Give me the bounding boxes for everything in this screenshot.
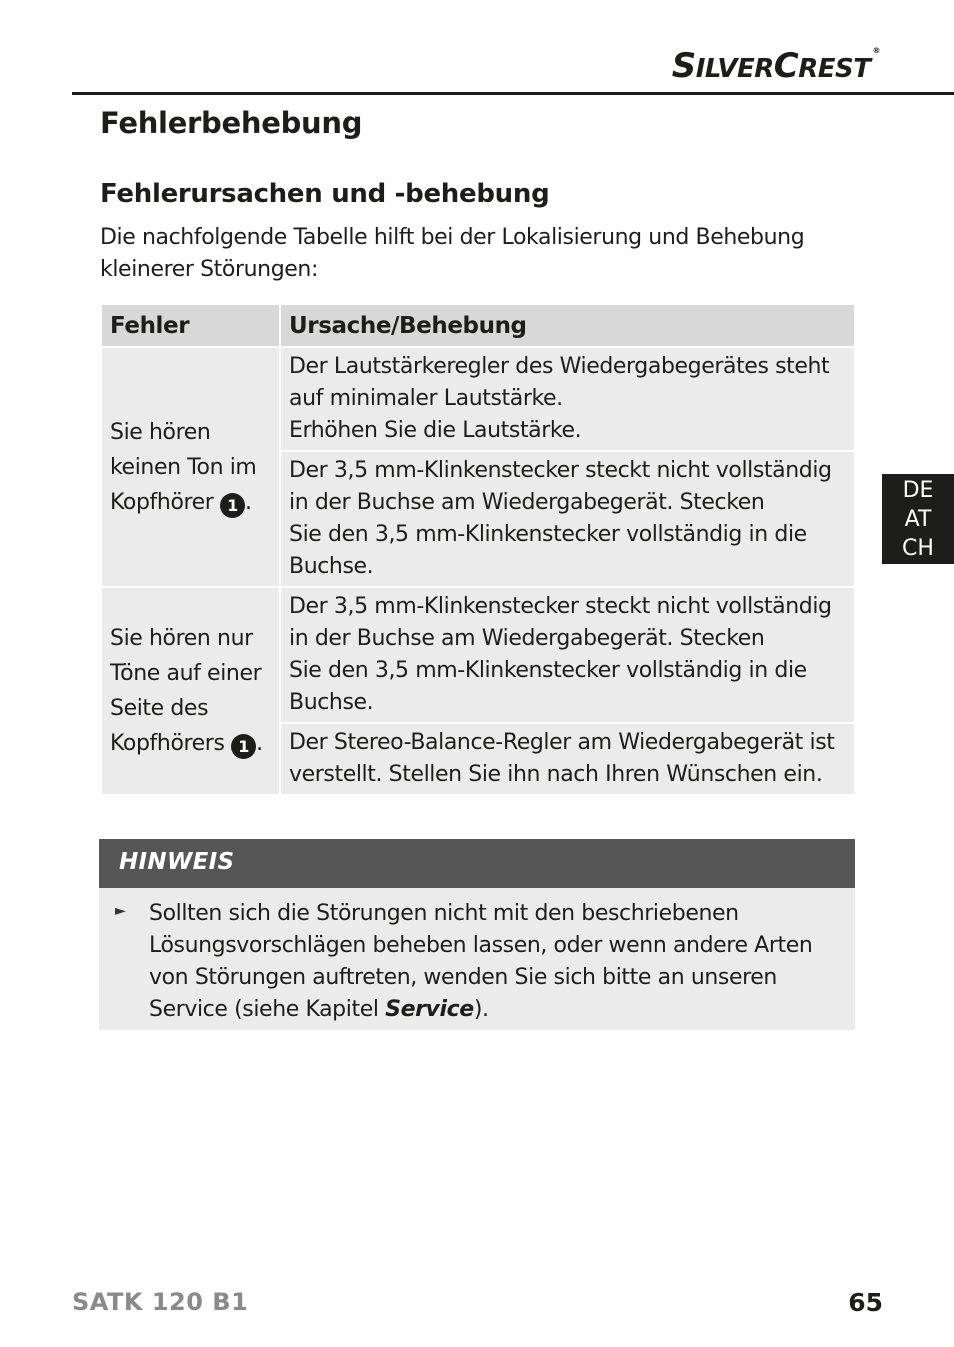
section-title: Fehlerursachen und -behebung <box>100 179 550 209</box>
note-heading: HINWEIS <box>119 849 235 875</box>
table-row <box>102 588 854 722</box>
troubleshooting-table <box>100 303 856 796</box>
language-tab: DE AT CH <box>882 474 954 564</box>
note-heading-bar <box>99 839 855 888</box>
page-title: Fehlerbehebung <box>100 106 363 140</box>
cause-cell: Der Stereo-Balance-Regler am Wiedergabegerät ist verstellt. Stellen Sie ihn nach Ihren Wünschen ein. <box>281 724 854 794</box>
fault-cell: Sie hören nur Töne auf einer Seite des Kopfhörers 1 . <box>102 588 279 794</box>
column-header-ursache: Ursache/Behebung <box>281 305 854 346</box>
cause-cell: Der 3,5 mm-Klinkenstecker steckt nicht vollständig in der Buchse am Wiedergabegerät. Stecken Sie den 3,5 mm-Klinkenstecker vollständig in die Buchse. <box>281 452 854 586</box>
note-box <box>99 888 855 1030</box>
column-header-fehler: Fehler <box>102 305 279 346</box>
cause-cell: Der Lautstärkeregler des Wiedergabegerätes steht auf minimaler Lautstärke. Erhöhen Sie die Lautstärke. <box>281 348 854 450</box>
intro-text: Die nachfolgende Tabelle hilft bei der Lokalisierung und Behebung kleinerer Störungen: <box>100 225 805 282</box>
page-number: 65 <box>848 1288 883 1317</box>
header-rule <box>72 92 954 95</box>
item-number-badge: 1 <box>231 734 256 759</box>
note-text: Sollten sich die Störungen nicht mit den beschriebenen Lösungsvorschlägen beheben lassen, oder wenn andere Arten von Störungen auftreten, wenden Sie sich bitte an unseren Service (siehe Kapitel Service). <box>149 901 813 1022</box>
cause-cell: Der 3,5 mm-Klinkenstecker steckt nicht vollständig in der Buchse am Wiedergabegerät. Stecken Sie den 3,5 mm-Klinkenstecker vollständig in die Buchse. <box>281 588 854 722</box>
item-number-badge: 1 <box>220 493 245 518</box>
model-number: SATK 120 B1 <box>72 1288 249 1316</box>
fault-cell: Sie hören keinen Ton im Kopfhörer 1 . <box>102 348 279 586</box>
brand-logo: SILVERCREST® <box>671 46 880 86</box>
table-header-row <box>102 305 854 346</box>
table-row <box>102 348 854 450</box>
arrow-bullet-icon: ► <box>115 903 126 919</box>
